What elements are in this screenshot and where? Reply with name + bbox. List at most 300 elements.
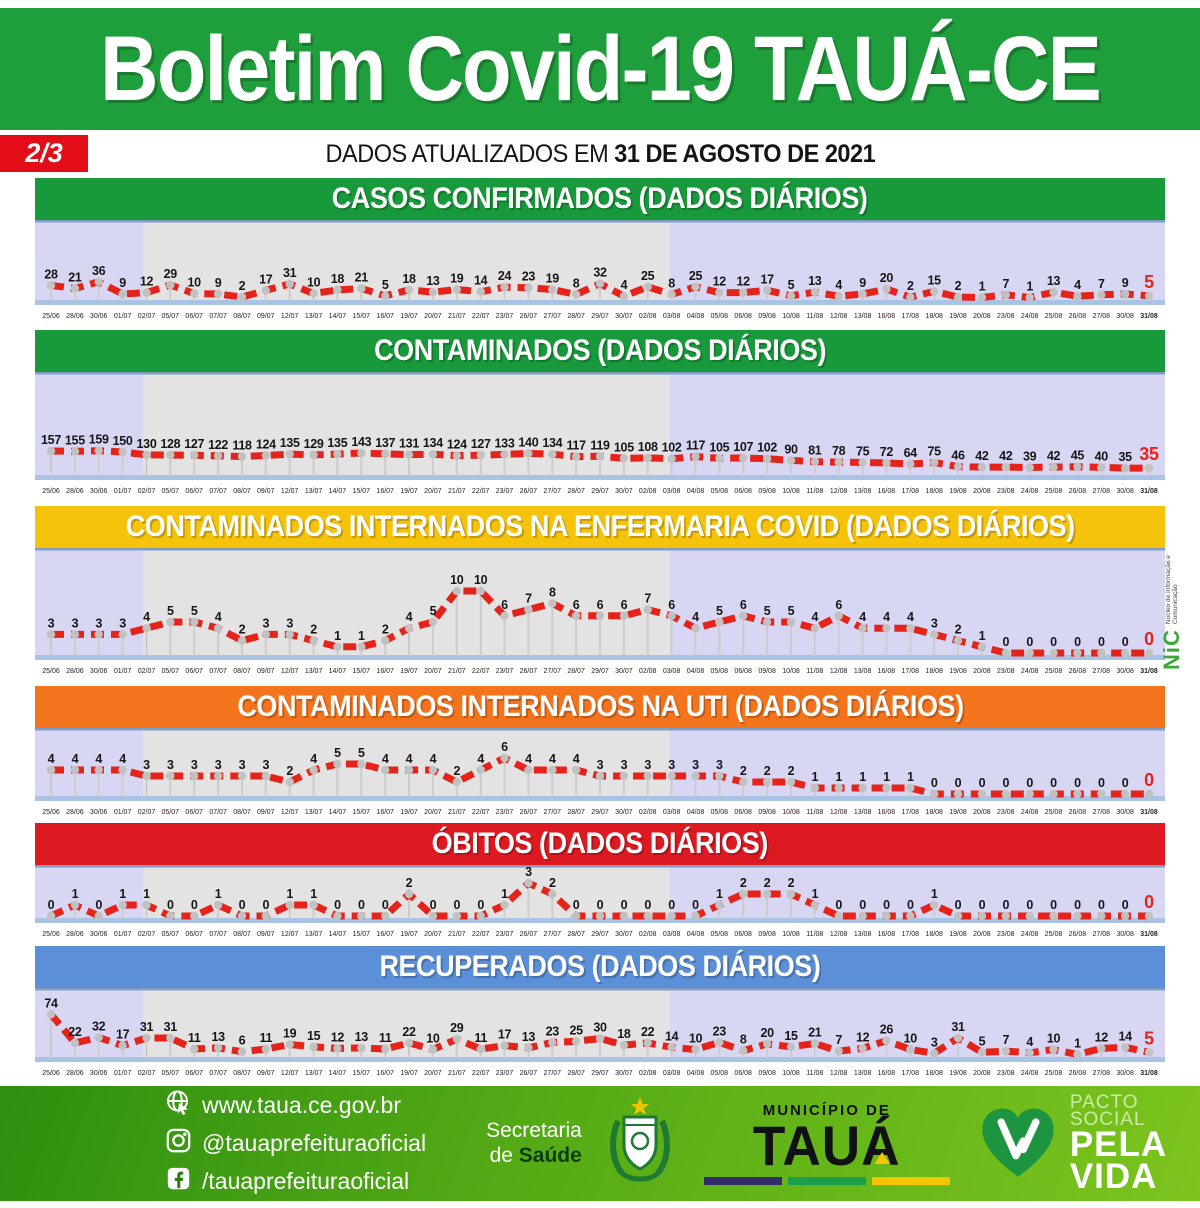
secretaria-line2: de Saúde <box>489 1143 582 1167</box>
svg-text:157: 157 <box>41 433 61 447</box>
svg-text:27/07: 27/07 <box>543 1070 562 1077</box>
svg-text:12/08: 12/08 <box>829 668 848 675</box>
svg-text:18: 18 <box>402 271 416 286</box>
section-title: CONTAMINADOS INTERNADOS NA ENFERMARIA COVID (DADOS DIÁRIOS) <box>125 510 1075 543</box>
subtitle-strip <box>0 130 1200 178</box>
svg-text:1: 1 <box>906 770 914 784</box>
svg-text:10: 10 <box>450 573 464 587</box>
svg-text:23/07: 23/07 <box>495 809 514 816</box>
update-date-value: 31 DE AGOSTO DE 2021 <box>613 140 875 168</box>
instagram-icon <box>165 1127 192 1160</box>
svg-text:29: 29 <box>450 1021 464 1035</box>
svg-text:26/07: 26/07 <box>519 931 538 938</box>
svg-text:133: 133 <box>494 436 515 451</box>
svg-text:0: 0 <box>692 898 699 912</box>
nic-logo: NiC <box>1159 629 1184 670</box>
svg-text:13/07: 13/07 <box>304 313 323 320</box>
svg-text:0: 0 <box>477 898 485 912</box>
svg-text:27/07: 27/07 <box>543 313 562 320</box>
svg-text:12/07: 12/07 <box>280 668 299 675</box>
svg-text:09/08: 09/08 <box>758 313 776 320</box>
svg-text:1: 1 <box>214 887 222 901</box>
svg-text:0: 0 <box>1050 635 1057 649</box>
svg-text:0: 0 <box>453 898 461 912</box>
svg-text:25/08: 25/08 <box>1044 931 1063 938</box>
svg-text:3: 3 <box>286 616 294 631</box>
svg-text:22: 22 <box>402 1024 416 1039</box>
svg-text:22/07: 22/07 <box>471 931 490 938</box>
svg-text:6: 6 <box>501 597 508 612</box>
svg-text:128: 128 <box>160 437 181 452</box>
svg-text:01/07: 01/07 <box>113 1070 132 1077</box>
svg-text:16/07: 16/07 <box>376 809 394 816</box>
svg-text:0: 0 <box>644 898 652 912</box>
instagram-link[interactable] <box>165 1127 426 1160</box>
svg-text:25/06: 25/06 <box>42 1070 60 1077</box>
svg-text:4: 4 <box>119 752 126 766</box>
svg-text:04/08: 04/08 <box>686 488 705 495</box>
svg-text:10: 10 <box>903 1031 917 1046</box>
svg-text:23: 23 <box>521 269 536 284</box>
svg-text:11/08: 11/08 <box>806 488 824 495</box>
svg-text:1: 1 <box>334 628 341 643</box>
svg-text:28/07: 28/07 <box>567 313 585 320</box>
svg-text:09/08: 09/08 <box>758 931 776 938</box>
svg-text:20: 20 <box>879 271 894 285</box>
svg-text:6: 6 <box>238 1033 246 1048</box>
svg-text:119: 119 <box>590 438 610 453</box>
svg-text:12: 12 <box>855 1030 870 1045</box>
svg-text:2: 2 <box>310 622 317 637</box>
svg-text:04/08: 04/08 <box>686 1070 705 1077</box>
section-recuperados <box>35 946 1165 1078</box>
svg-text:09/08: 09/08 <box>758 488 776 495</box>
svg-text:29/07: 29/07 <box>591 931 609 938</box>
svg-text:22/07: 22/07 <box>471 809 490 816</box>
section-title: ÓBITOS (DADOS DIÁRIOS) <box>431 827 769 860</box>
section-uti <box>35 686 1165 817</box>
svg-text:1: 1 <box>978 279 986 294</box>
chart-canvas <box>35 728 1165 817</box>
svg-text:124: 124 <box>255 437 276 452</box>
svg-text:27/08: 27/08 <box>1092 488 1111 495</box>
svg-text:5: 5 <box>787 604 795 618</box>
svg-text:15/07: 15/07 <box>352 668 371 675</box>
svg-text:23/08: 23/08 <box>997 809 1015 816</box>
svg-text:14: 14 <box>474 273 488 288</box>
svg-text:19/08: 19/08 <box>949 931 967 938</box>
svg-text:21: 21 <box>354 270 368 285</box>
svg-text:0: 0 <box>190 898 198 912</box>
svg-text:118: 118 <box>232 438 252 453</box>
pacto-social-logo <box>976 1091 1170 1196</box>
svg-text:09/07: 09/07 <box>257 313 275 320</box>
svg-text:2: 2 <box>548 876 556 890</box>
svg-text:02/07: 02/07 <box>137 668 156 675</box>
svg-text:09/08: 09/08 <box>758 668 776 675</box>
svg-text:17/08: 17/08 <box>901 488 920 495</box>
svg-text:28/07: 28/07 <box>567 931 585 938</box>
pacto-line3: VIDA <box>1069 1156 1158 1196</box>
svg-text:23/08: 23/08 <box>997 668 1015 675</box>
svg-text:21/07: 21/07 <box>448 488 466 495</box>
svg-text:0: 0 <box>381 898 389 912</box>
svg-text:06/08: 06/08 <box>734 488 752 495</box>
svg-text:3: 3 <box>71 616 79 631</box>
svg-text:25/06: 25/06 <box>42 488 60 495</box>
svg-text:21/07: 21/07 <box>448 931 466 938</box>
svg-text:2: 2 <box>954 622 962 637</box>
svg-text:17/08: 17/08 <box>901 1070 920 1077</box>
svg-text:8: 8 <box>668 276 675 291</box>
svg-text:04/08: 04/08 <box>686 313 705 320</box>
svg-text:12/07: 12/07 <box>280 1070 299 1077</box>
svg-text:13: 13 <box>211 1029 225 1044</box>
chart-canvas <box>35 548 1165 676</box>
svg-text:06/07: 06/07 <box>185 668 203 675</box>
pacto-line1: PACTO SOCIAL <box>1069 1091 1146 1131</box>
svg-text:0: 0 <box>334 898 341 912</box>
section-obitos <box>35 823 1165 939</box>
svg-text:2: 2 <box>763 876 771 890</box>
svg-text:16/07: 16/07 <box>376 488 394 495</box>
svg-text:14/07: 14/07 <box>328 488 347 495</box>
svg-text:02/07: 02/07 <box>137 809 156 816</box>
svg-text:0: 0 <box>1002 635 1010 649</box>
section-casos-confirmados <box>35 178 1165 321</box>
svg-text:25/08: 25/08 <box>1044 809 1063 816</box>
svg-text:17: 17 <box>259 272 273 287</box>
svg-text:1: 1 <box>811 770 819 784</box>
svg-text:42: 42 <box>999 449 1013 464</box>
svg-text:23/07: 23/07 <box>495 313 514 320</box>
svg-text:5: 5 <box>190 604 198 618</box>
svg-text:19/07: 19/07 <box>400 313 418 320</box>
svg-text:11: 11 <box>187 1031 201 1045</box>
municipio-taua-logo <box>704 1102 950 1184</box>
svg-text:14/07: 14/07 <box>328 313 347 320</box>
svg-text:16/07: 16/07 <box>376 1070 394 1077</box>
svg-text:30/07: 30/07 <box>615 313 633 320</box>
svg-text:08/07: 08/07 <box>233 668 251 675</box>
svg-text:13/08: 13/08 <box>853 931 872 938</box>
svg-text:18/08: 18/08 <box>925 931 943 938</box>
svg-text:18/08: 18/08 <box>925 1070 943 1077</box>
website-url: www.taua.ce.gov.br <box>202 1092 402 1118</box>
svg-text:30/07: 30/07 <box>615 668 633 675</box>
svg-text:08/07: 08/07 <box>233 1070 251 1077</box>
svg-text:2: 2 <box>739 764 747 778</box>
svg-text:02/07: 02/07 <box>137 931 156 938</box>
svg-text:25: 25 <box>688 268 703 283</box>
svg-text:127: 127 <box>470 437 491 452</box>
svg-text:12/07: 12/07 <box>280 488 299 495</box>
svg-text:23/07: 23/07 <box>495 488 514 495</box>
svg-text:23/08: 23/08 <box>997 488 1015 495</box>
svg-text:15/07: 15/07 <box>352 809 371 816</box>
website-link[interactable] <box>165 1089 426 1122</box>
svg-text:03/08: 03/08 <box>662 1070 681 1077</box>
svg-text:27/07: 27/07 <box>543 488 562 495</box>
svg-text:25/08: 25/08 <box>1044 668 1063 675</box>
svg-text:26/07: 26/07 <box>519 668 538 675</box>
svg-text:64: 64 <box>903 446 917 460</box>
svg-text:0: 0 <box>954 898 962 912</box>
svg-text:1: 1 <box>286 887 294 901</box>
svg-text:14/07: 14/07 <box>328 668 347 675</box>
page-title: Boletim Covid-19 TAUÁ-CE <box>100 18 1100 120</box>
svg-text:25/06: 25/06 <box>42 931 60 938</box>
svg-text:6: 6 <box>501 740 508 754</box>
svg-text:4: 4 <box>859 610 866 625</box>
svg-text:05/08: 05/08 <box>710 488 729 495</box>
svg-text:12/07: 12/07 <box>280 313 299 320</box>
svg-text:143: 143 <box>351 435 372 449</box>
svg-text:6: 6 <box>620 597 628 612</box>
svg-text:30/08: 30/08 <box>1116 809 1134 816</box>
svg-text:26/08: 26/08 <box>1068 488 1087 495</box>
svg-text:1: 1 <box>930 887 938 901</box>
svg-text:26: 26 <box>879 1022 894 1037</box>
svg-text:30/08: 30/08 <box>1116 488 1134 495</box>
svg-text:15: 15 <box>927 273 941 288</box>
svg-text:10/08: 10/08 <box>782 668 800 675</box>
update-date-prefix: DADOS ATUALIZADOS EM <box>325 140 614 168</box>
svg-text:35: 35 <box>1139 444 1159 465</box>
svg-text:21: 21 <box>68 270 82 285</box>
svg-text:3: 3 <box>262 758 270 772</box>
svg-text:4: 4 <box>548 752 556 766</box>
svg-text:5: 5 <box>1144 1028 1154 1049</box>
svg-text:0: 0 <box>238 898 246 912</box>
svg-text:1: 1 <box>143 887 150 901</box>
svg-text:06/07: 06/07 <box>185 313 203 320</box>
svg-text:10: 10 <box>474 573 488 587</box>
svg-text:4: 4 <box>1026 1034 1034 1049</box>
svg-text:117: 117 <box>685 438 706 453</box>
svg-text:1: 1 <box>883 770 890 784</box>
svg-text:27/07: 27/07 <box>543 809 562 816</box>
svg-text:02/08: 02/08 <box>638 1070 657 1077</box>
svg-text:28/06: 28/06 <box>66 1070 84 1077</box>
svg-text:27/08: 27/08 <box>1092 809 1111 816</box>
svg-text:30/08: 30/08 <box>1116 1070 1134 1077</box>
section-header-contaminados <box>35 330 1165 372</box>
svg-text:0: 0 <box>572 898 580 912</box>
svg-text:12/08: 12/08 <box>829 313 848 320</box>
svg-text:2: 2 <box>906 279 914 294</box>
svg-text:07/07: 07/07 <box>209 488 227 495</box>
svg-text:07/07: 07/07 <box>209 809 227 816</box>
svg-text:0: 0 <box>835 898 843 912</box>
svg-text:1: 1 <box>978 628 986 643</box>
svg-text:4: 4 <box>525 752 532 766</box>
svg-text:09/07: 09/07 <box>257 809 275 816</box>
svg-text:16/07: 16/07 <box>376 931 394 938</box>
svg-text:2: 2 <box>787 764 795 778</box>
svg-text:21/07: 21/07 <box>448 313 466 320</box>
pacto-line2: PELA <box>1069 1124 1168 1164</box>
svg-text:27/08: 27/08 <box>1092 1070 1111 1077</box>
svg-text:29/07: 29/07 <box>591 1070 609 1077</box>
section-header-casos <box>35 178 1165 220</box>
svg-text:04/08: 04/08 <box>686 668 705 675</box>
svg-text:102: 102 <box>757 440 778 455</box>
svg-text:1: 1 <box>357 628 365 643</box>
svg-text:0: 0 <box>1097 776 1105 790</box>
svg-text:24/08: 24/08 <box>1020 1070 1039 1077</box>
svg-text:19/08: 19/08 <box>949 809 967 816</box>
svg-text:4: 4 <box>835 278 843 293</box>
svg-text:02/07: 02/07 <box>137 1070 156 1077</box>
svg-text:131: 131 <box>399 436 419 451</box>
date-labels <box>42 488 1158 495</box>
section-header-uti <box>35 686 1165 728</box>
svg-text:06/07: 06/07 <box>185 931 203 938</box>
svg-text:30/07: 30/07 <box>615 488 633 495</box>
chart-canvas <box>35 865 1165 939</box>
svg-text:26/07: 26/07 <box>519 809 538 816</box>
chart-canvas <box>35 988 1165 1078</box>
svg-text:10: 10 <box>187 275 201 290</box>
svg-text:0: 0 <box>1026 635 1034 649</box>
svg-text:22: 22 <box>68 1024 82 1039</box>
svg-text:20/07: 20/07 <box>424 1070 442 1077</box>
section-title: RECUPERADOS (DADOS DIÁRIOS) <box>379 950 821 983</box>
svg-text:23/08: 23/08 <box>997 931 1015 938</box>
svg-text:22/07: 22/07 <box>471 1070 490 1077</box>
svg-text:3: 3 <box>930 616 938 631</box>
svg-text:4: 4 <box>95 752 103 766</box>
svg-text:32: 32 <box>92 1019 106 1034</box>
section-title: CASOS CONFIRMADOS (DADOS DIÁRIOS) <box>332 182 868 215</box>
svg-text:21/07: 21/07 <box>448 809 466 816</box>
svg-text:4: 4 <box>143 610 150 625</box>
svg-text:23/08: 23/08 <box>997 1070 1015 1077</box>
svg-text:11/08: 11/08 <box>806 809 824 816</box>
svg-text:27/07: 27/07 <box>543 668 562 675</box>
facebook-link[interactable] <box>165 1165 426 1198</box>
svg-text:4: 4 <box>71 752 79 766</box>
svg-text:22/07: 22/07 <box>471 488 490 495</box>
svg-text:13: 13 <box>808 274 822 289</box>
svg-text:8: 8 <box>572 276 580 291</box>
chart-contaminados <box>35 372 1165 496</box>
svg-text:159: 159 <box>88 432 109 447</box>
svg-text:30/06: 30/06 <box>89 488 108 495</box>
svg-text:31: 31 <box>139 1020 154 1034</box>
svg-text:23/07: 23/07 <box>495 668 514 675</box>
svg-text:06/08: 06/08 <box>734 931 752 938</box>
svg-text:30/06: 30/06 <box>89 313 108 320</box>
svg-text:135: 135 <box>279 436 300 451</box>
svg-text:0: 0 <box>954 776 962 790</box>
svg-text:6: 6 <box>739 597 747 612</box>
svg-text:0: 0 <box>1097 898 1105 912</box>
svg-text:29/07: 29/07 <box>591 313 609 320</box>
svg-text:17/08: 17/08 <box>901 668 920 675</box>
svg-text:2: 2 <box>763 764 771 778</box>
date-labels <box>42 1070 1158 1077</box>
svg-text:09/08: 09/08 <box>758 809 776 816</box>
svg-text:24/08: 24/08 <box>1020 931 1039 938</box>
svg-text:22: 22 <box>641 1024 655 1039</box>
svg-text:21/07: 21/07 <box>448 668 466 675</box>
svg-text:134: 134 <box>542 436 563 451</box>
svg-text:27/08: 27/08 <box>1092 313 1111 320</box>
svg-text:30/06: 30/06 <box>89 1070 108 1077</box>
svg-text:1: 1 <box>835 770 843 784</box>
svg-text:14: 14 <box>1118 1029 1132 1044</box>
svg-text:150: 150 <box>112 434 133 448</box>
svg-text:25/06: 25/06 <box>42 313 60 320</box>
svg-text:11: 11 <box>378 1031 392 1045</box>
svg-text:3: 3 <box>692 758 699 772</box>
svg-text:7: 7 <box>1002 276 1010 291</box>
svg-text:10/08: 10/08 <box>782 809 800 816</box>
svg-text:0: 0 <box>668 898 675 912</box>
svg-text:28/06: 28/06 <box>66 488 84 495</box>
svg-text:30/07: 30/07 <box>615 1070 633 1077</box>
svg-text:03/08: 03/08 <box>662 313 681 320</box>
svg-text:19/07: 19/07 <box>400 668 418 675</box>
svg-text:130: 130 <box>136 436 157 451</box>
svg-text:0: 0 <box>1074 635 1081 649</box>
svg-text:13/08: 13/08 <box>853 1070 872 1077</box>
nic-caption: Núcleo de Informação e Comunicação <box>1164 555 1179 625</box>
chart-obitos <box>35 865 1165 939</box>
svg-text:20/07: 20/07 <box>424 668 442 675</box>
svg-text:3: 3 <box>525 865 532 879</box>
svg-text:25/06: 25/06 <box>42 668 60 675</box>
svg-text:31: 31 <box>163 1020 177 1034</box>
svg-text:0: 0 <box>1026 776 1034 790</box>
svg-text:9: 9 <box>859 276 866 290</box>
svg-text:01/07: 01/07 <box>113 488 132 495</box>
svg-text:4: 4 <box>47 752 55 766</box>
svg-text:135: 135 <box>327 436 348 451</box>
svg-text:5: 5 <box>334 746 341 760</box>
pacto-text <box>1069 1091 1170 1196</box>
svg-text:17/08: 17/08 <box>901 313 920 320</box>
chart-canvas <box>35 220 1165 321</box>
svg-text:1: 1 <box>1026 279 1034 294</box>
svg-text:03/08: 03/08 <box>662 488 681 495</box>
svg-text:40: 40 <box>1094 449 1108 464</box>
svg-text:23/07: 23/07 <box>495 1070 514 1077</box>
svg-text:3: 3 <box>262 616 270 631</box>
svg-text:2: 2 <box>286 764 294 778</box>
svg-text:1: 1 <box>1074 1036 1081 1051</box>
svg-text:20/08: 20/08 <box>973 488 991 495</box>
svg-text:0: 0 <box>1144 629 1154 649</box>
svg-text:07/07: 07/07 <box>209 1070 227 1077</box>
section-enfermaria <box>35 506 1165 676</box>
svg-text:26/08: 26/08 <box>1068 313 1087 320</box>
svg-text:2: 2 <box>238 279 246 294</box>
svg-text:0: 0 <box>1121 776 1129 790</box>
svg-text:15/07: 15/07 <box>352 1070 371 1077</box>
svg-text:03/08: 03/08 <box>662 668 681 675</box>
svg-text:0: 0 <box>1074 898 1081 912</box>
svg-text:31/08: 31/08 <box>1140 809 1158 816</box>
svg-text:02/08: 02/08 <box>638 931 657 938</box>
svg-text:117: 117 <box>566 438 586 453</box>
svg-text:1: 1 <box>501 887 508 901</box>
svg-text:26/07: 26/07 <box>519 1070 538 1077</box>
svg-text:75: 75 <box>855 444 870 459</box>
svg-text:5: 5 <box>763 604 771 618</box>
